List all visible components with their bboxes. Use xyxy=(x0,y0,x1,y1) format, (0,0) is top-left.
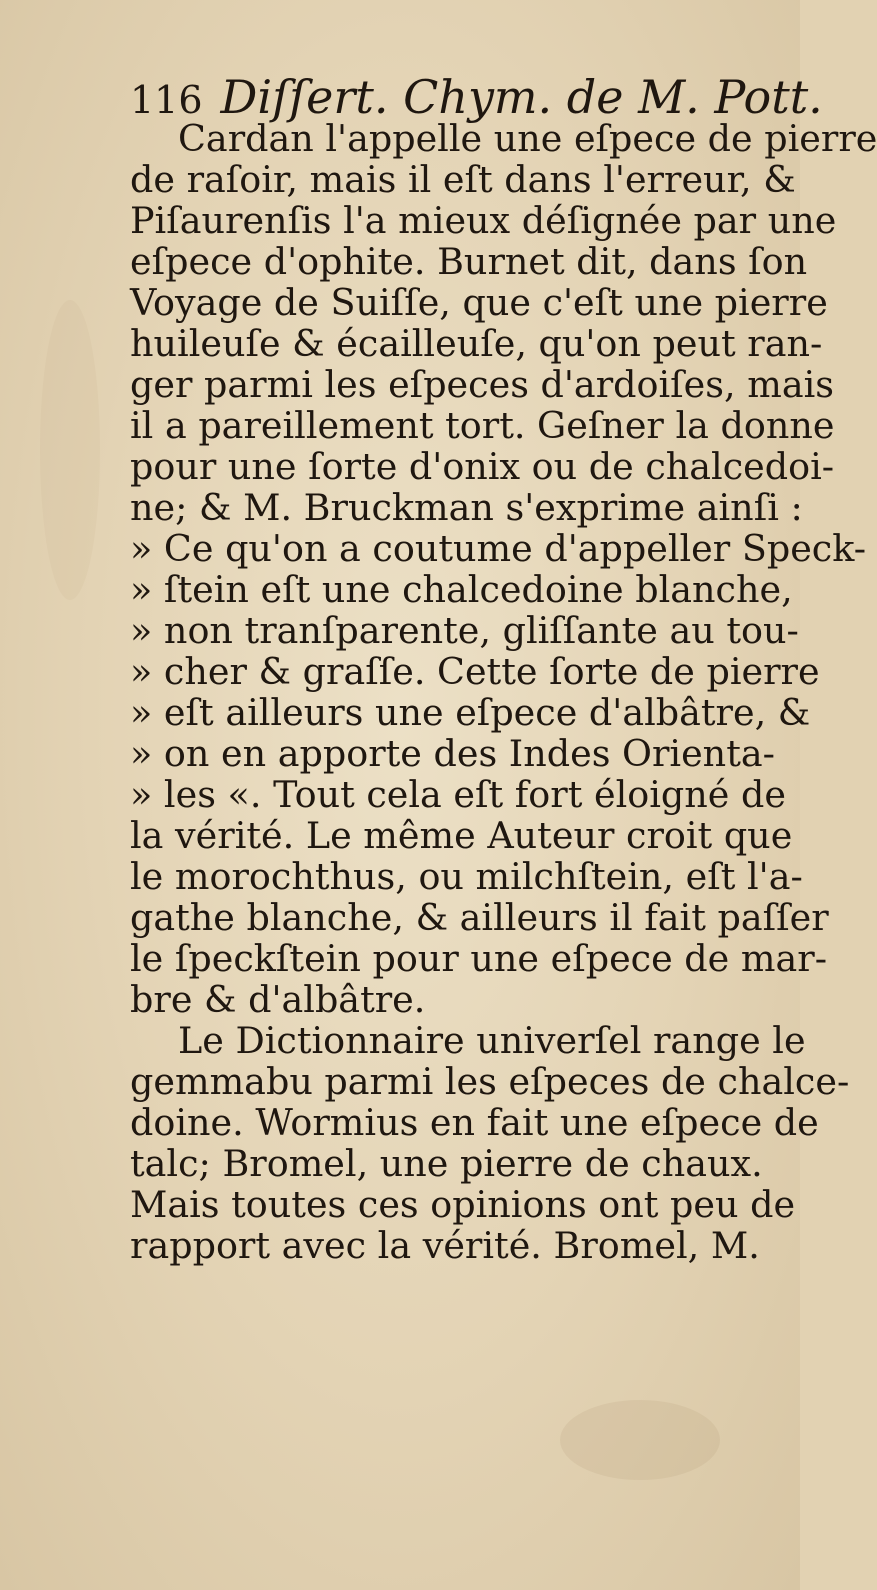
text-line: gathe blanche, & ailleurs il fait paſſer xyxy=(130,896,829,939)
text-line: eſpece d'ophite. Burnet dit, dans ſon xyxy=(130,240,808,283)
quote-line: » eſt ailleurs une eſpece d'albâtre, & xyxy=(130,691,811,734)
text-line: pour une ſorte d'onix ou de chalcedoi- xyxy=(130,445,835,488)
running-head: Diſſert. Chym. de M. Pott. xyxy=(220,70,823,124)
text-line: de raſoir, mais il eſt dans l'erreur, & xyxy=(130,158,796,201)
text-line: le ſpeckſtein pour une eſpece de mar- xyxy=(130,937,828,980)
text-line: ne; & M. Bruckman s'exprime ainſi : xyxy=(130,486,803,529)
text-line: Piſaurenſis l'a mieux déſignée par une xyxy=(130,199,837,242)
quote-line: » ſtein eſt une chalcedoine blanche, xyxy=(130,568,793,611)
page-number: 116 xyxy=(130,78,203,122)
text-line: Voyage de Suiſſe, que c'eſt une pierre xyxy=(130,281,828,324)
paper-stain xyxy=(560,1400,720,1480)
text-line: rapport avec la vérité. Bromel, M. xyxy=(130,1224,760,1267)
text-line: le morochthus, ou milchſtein, eſt l'a- xyxy=(130,855,803,898)
quote-line: » les «. Tout cela eſt fort éloigné de xyxy=(130,773,786,816)
text-line: huileuſe & écailleuſe, qu'on peut ran- xyxy=(130,322,823,365)
text-line: la vérité. Le même Auteur croit que xyxy=(130,814,793,857)
quote-line: » on en apporte des Indes Orienta- xyxy=(130,732,775,775)
text-line: ger parmi les eſpeces d'ardoiſes, mais xyxy=(130,363,834,406)
text-line: Mais toutes ces opinions ont peu de xyxy=(130,1183,796,1226)
text-line: bre & d'albâtre. xyxy=(130,978,426,1021)
text-line: Le Dictionnaire univerſel range le xyxy=(178,1019,806,1062)
paper-stain xyxy=(40,300,100,600)
text-line: il a pareillement tort. Geſner la donne xyxy=(130,404,835,447)
quote-line: » Ce qu'on a coutume d'appeller Speck- xyxy=(130,527,867,570)
text-line: doine. Wormius en fait une eſpece de xyxy=(130,1101,819,1144)
text-line: Cardan l'appelle une eſpece de pierre xyxy=(178,117,877,160)
text-line: gemmabu parmi les eſpeces de chalce- xyxy=(130,1060,850,1103)
text-line: talc; Bromel, une pierre de chaux. xyxy=(130,1142,763,1185)
body-text xyxy=(130,117,877,1267)
quote-line: » cher & graſſe. Cette ſorte de pierre xyxy=(130,650,820,693)
quote-line: » non tranſparente, gliſſante au tou- xyxy=(130,609,799,652)
